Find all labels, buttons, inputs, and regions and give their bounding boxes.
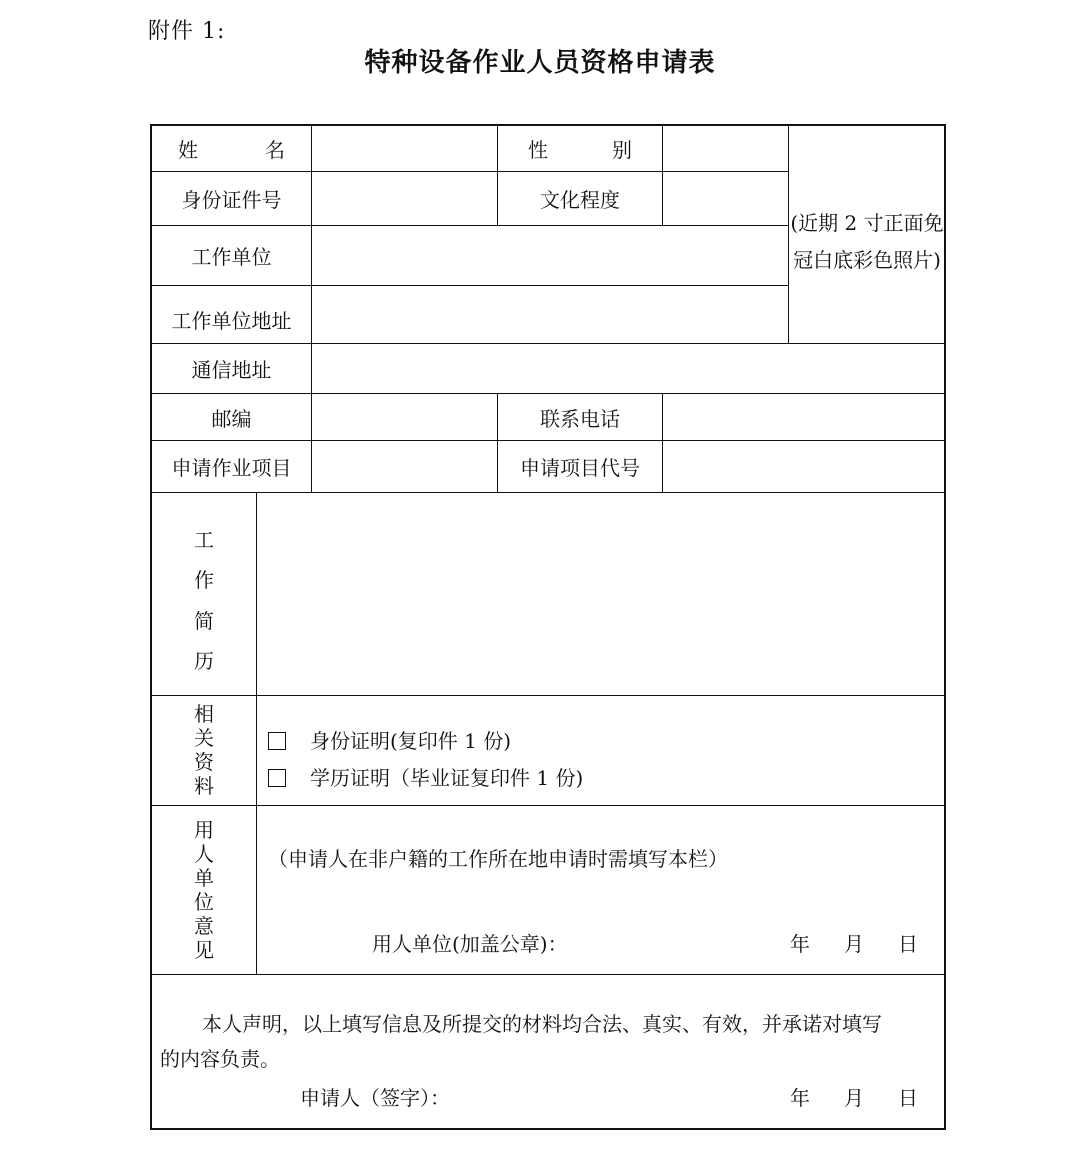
photo-placeholder-note: (近期 2 寸正面免冠白底彩色照片) [790,211,944,272]
declaration-text-cont: 的内容负责。 [160,1047,280,1071]
item-code-label: 申请项目代号 [520,456,640,480]
employer-opinion-note: （申请人在非户籍的工作所在地申请时需填写本栏） [268,847,728,871]
rule-h [151,695,945,696]
rule-h [151,974,945,975]
material-id-proof: 身份证明(复印件 1 份) [268,725,511,754]
job-item-label: 申请作业项目 [171,456,292,480]
material-education-proof: 学历证明（毕业证复印件 1 份) [268,762,583,791]
postcode-label: 邮编 [211,406,252,431]
employer-seal-label: 用人单位(加盖公章)： [372,932,568,956]
rule-v [256,492,257,974]
education-label: 文化程度 [540,188,620,212]
employer-opinion-label: 用 人 单 位 意 见 [194,818,214,962]
work-resume-label: 工 作 简 历 [194,528,214,673]
rule-v [311,126,312,492]
rule-v [662,126,663,225]
id-number-label: 身份证件号 [181,188,282,212]
attachment-label: 附件 1: [148,19,226,44]
employer-address-label: 工作单位地址 [171,309,292,333]
name-label: 姓 名 [178,138,285,162]
related-materials-label: 相 关 资 料 [194,702,214,798]
employer-date: 年 月 日 [790,932,918,956]
phone-label: 联系电话 [540,406,620,431]
rule-v [788,126,789,343]
checkbox-education-proof[interactable] [268,769,286,787]
checkbox-id-proof[interactable] [268,732,286,750]
declaration-text: 本人声明，以上填写信息及所提交的材料均合法、真实、有效，并承诺对填写 [202,1012,882,1036]
gender-label: 性 别 [528,138,632,162]
rule-h [151,492,945,493]
page-title: 特种设备作业人员资格申请表 [364,48,716,78]
employer-label: 工作单位 [191,245,272,269]
mail-address-label: 通信地址 [191,358,272,382]
rule-v [662,393,663,492]
rule-h [151,805,945,806]
applicant-date: 年 月 日 [790,1086,918,1110]
applicant-sign-label: 申请人（签字）： [300,1086,450,1110]
